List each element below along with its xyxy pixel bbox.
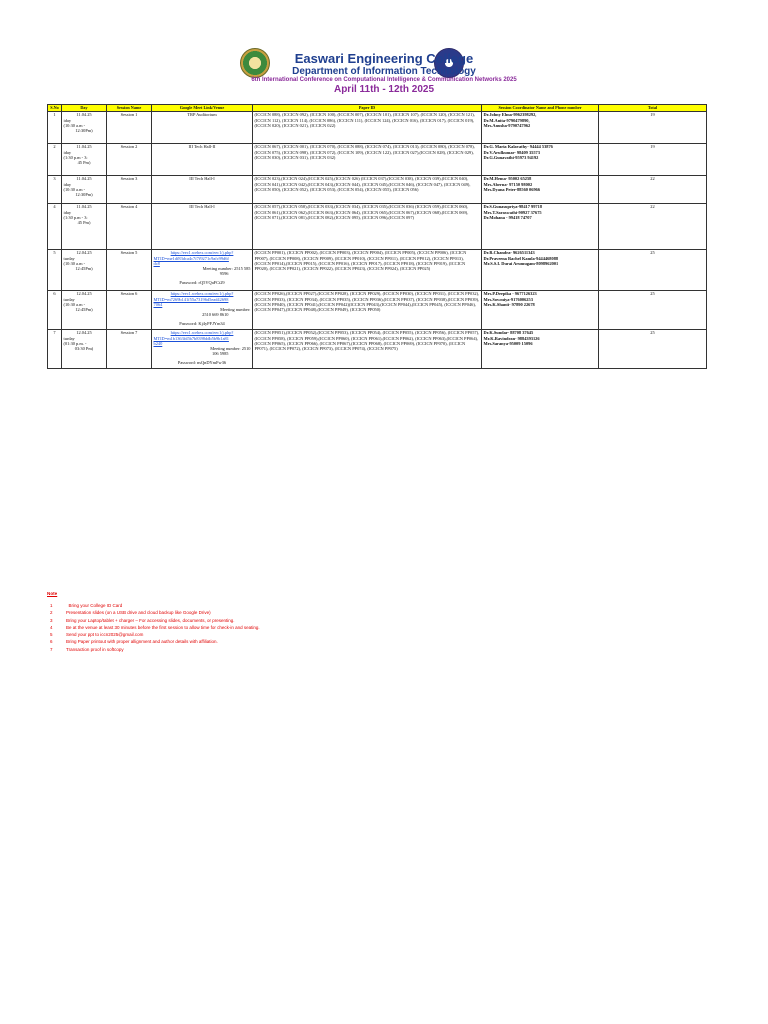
cell-sno: 5 [48,249,62,290]
cell-paper-ids: (ICCICN PP051),(ICCICN PP052),(ICCICN PP053), (ICCICN PP054), (ICCICN PP055), (ICCICN PP056), (ICCICN PP057), (ICCICN PP058), (ICCICN PP059),(ICCICN PP060), (ICCICN PP061),(ICCICN PP062), (ICCICN PP063),(ICCICN PP064), (ICCICN PP065), (ICCICN PP066), (ICCICN PP067),(ICCICN PP068), (ICCICN PP069), (ICCICN PP070), (ICCICN PP071), (ICCICN PP072), (ICCICN PP073), (ICCICN PP074), (ICCICN PP075) [253,329,482,368]
cell-sno: 2 [48,143,62,175]
cell-session: Session 2 [107,143,152,175]
meeting-password: Password: rQ5VQaFCt29 [179,279,225,285]
session-schedule-table [47,104,707,369]
cell-sno: 6 [48,290,62,329]
cell-session: Session 6 [107,290,152,329]
cell-paper-ids: (ICCICN PP001), (ICCICN PP002), (ICCICN PP003), (ICCICN PP004), (ICCICN PP005), (ICCICN PP006), (ICCICN PP007), (ICCICN PP008), (ICCICN PP009), (ICCICN PP010), (ICCICN PP011), (ICCICN PP012), (ICCICN PP013),(ICCICN PP014),(ICCICN PP015), (ICCICN PP016), (ICCICN PP017), (ICCICN PP018), (ICCICN PP019), (ICCICN PP020), (ICCICN PP021), (ICCICN PP022), (ICCICN PP023), (ICCICN PP024), (ICCICN PP025) [253,249,482,290]
cell-coordinators: Dr.R.Chandra- 9626511343 Dr.Praveena Rachel Kamla-9444468088 Mr.S.S.I. Durai Arumugam-8098962001 [482,249,599,290]
meeting-password: Password: nsQnDYmFw36 [177,359,227,365]
table-row [48,249,707,290]
cell-meet-link [152,329,253,368]
cell-venue: III Tech Hall-II [152,143,253,175]
cell-coordinators: Dr.G. Maria Kalavathy- 94444 53876 Dr.V.Arulkumar- 98409 35573 Dr.G.Gunavathi-95973 94192 [482,143,599,175]
list-item: 3 Bring your Laptop/tablet + charger – For accessing slides, documents, or presenting. [50,617,235,623]
cell-meet-link [152,290,253,329]
cell-total: 22 [599,175,707,203]
cell-meet-link [152,249,253,290]
cell-total: 25 [599,249,707,290]
cell-day: 12.04.25 turday (01:30 p.m. - 03:30 Pm) [62,329,107,368]
list-item: 2 Presentation slides (on a USB drive and cloud backup like Google Drive) [50,610,211,616]
cell-total: 22 [599,203,707,249]
meeting-number: Meeting number: 2510 669 8610 [202,307,251,318]
notes-list [47,603,260,654]
table-row [48,329,707,368]
cell-venue: III Tech Hall-I [152,175,253,203]
cell-paper-ids: (ICCICN 023),(ICCICN 024),(ICCICN 025),(ICCICN 026) (ICCICN 037),(ICCICN 038), (ICCICN 039),(ICCICN 040), (ICCICN 041),(ICCICN 042),(ICCICN 043),(ICCICN 044), (ICCICN 045),(ICCICN 046), (ICCICN 047), (ICCICN 049), (ICCICN 050), (ICCICN 052), (ICCICN 053), (ICCICN 054), (ICCICN 055), (ICCICN 056) [253,175,482,203]
cell-paper-ids: (ICCICN 067), (ICCICN 001), (ICCICN 070), (ICCICN 088), (ICCICN 074), (ICCICN 013), (ICCICN 080), (ICCICN 078), (ICCICN 075), (ICCICN 098), (ICCICN 072), (ICCICN 109), (ICCICN 122), (ICCICN 027),(ICCICN 028), (ICCICN 029), (ICCICN 030), (ICCICN 031), (ICCICN 032) [253,143,482,175]
header-venue: Google Meet Link/Venue [152,105,253,112]
cell-session: Session 4 [107,203,152,249]
cell-day: 11.04.25 iday (1:30 p.m - 3: 45 Pm) [62,203,107,249]
cell-sno: 1 [48,111,62,143]
cell-total: 19 [599,143,707,175]
cell-paper-ids: (ICCICN 057),(ICCICN 058),(ICCICN 033),(ICCICN 034), (ICCICN 035),(ICCICN 036) (ICCICN 059),(ICCICN 060), (ICCICN 061),(ICCICN 062),(ICCICN 063),(ICCICN 064), (ICCICN 065),(ICCICN 067),(ICCICN 068),(ICCICN 069), (ICCICN 071),(ICCICN 081),(ICCICN 082),(ICCICN 095), (ICCICN 096),(ICCICN 097) [253,203,482,249]
meeting-password: Password: Kj4yPFJYm34 [179,320,225,326]
college-title: Easwari Engineering College [294,51,474,66]
cell-coordinators: Mrs.P.Deepika - 9677126323 Mrs.Sowmiya-9176006253 Mrs.K.Shanti- 97890 22678 [482,290,599,329]
cell-coordinators: Dr.S.Gunasupriya-98417 99718 Mrs.T.Saraswathi-90927 37675 Dr.Mohana - 99418 74707 [482,203,599,249]
cell-day: 11.04.25 iday (10:30 a.m - 12:30Pm) [62,175,107,203]
cell-sno: 7 [48,329,62,368]
cell-coordinators: Dr.Johny Elma-9962398292, Dr.M.Anita-9790479890, Mrs.Anusha-9790747962 [482,111,599,143]
google-meet-link[interactable]: https://eec1.webex.com/eec1/j.php? MTID=me1df83dca4c7f7f9271c9afc99d6f dc8 [153,250,234,266]
table-header-row [48,105,707,112]
cell-paper-ids: (ICCICN PP026),(ICCICN PP027),(ICCICN PP028), (ICCICN PP029), (ICCICN PP030), (ICCICN PP031), (ICCICN PP032), (ICCICN PP033), (ICCICN PP034), (ICCICN PP035), (ICCICN PP036),(ICCICN PP037), (ICCICN PP038),(ICCICN PP039),(ICCICN PP040), (ICCICN PP041),(ICCICN PP042)(ICCICN PP043),(ICCICN PP044),(ICCICN PP045), (ICCICN PP046), (ICCICN PP047),(ICCICN PP048),(ICCICN PP049), (ICCICN PP050) [253,290,482,329]
cell-total: 25 [599,290,707,329]
cell-day: 11.04.25 iday (1:30 p.m - 3: 45 Pm) [62,143,107,175]
list-item: 1 Bring your College ID Card [50,603,123,608]
table-row [48,203,707,249]
conference-title: 6th International Conference on Computational Intelligence & Communication Networks 2025 [251,77,517,83]
cell-sno: 4 [48,203,62,249]
google-meet-link[interactable]: https://eec1.webex.com/eec1/j.php? MTID=m7269b141f55a73196d5ead42698 7064 [153,291,234,307]
cell-session: Session 7 [107,329,152,368]
header-day: Day [62,105,107,112]
list-item: 7 Transaction proof in softcopy [50,646,124,652]
meeting-number: Meeting number: 2515 585 9596 [202,266,251,277]
cell-coordinators: Dr.M.Hema- 95002 65258 Mrs.Aberna- 97150 98002 Mrs.Dyana Peter-88560 06966 [482,175,599,203]
meeting-number: Meeting number: 2510 106 5985 [210,346,251,357]
cell-total: 25 [599,329,707,368]
cell-venue: III Tech Hall-I [152,203,253,249]
cell-day: 11.04.25 iday (10:30 a.m - 12:30Pm) [62,111,107,143]
table-row [48,143,707,175]
cell-day: 12.04.25 turday (10:30 a.m - 12:45Pm) [62,249,107,290]
note-title: Note [47,591,58,596]
cell-sno: 3 [48,175,62,203]
cell-day: 12.04.25 turday (10:30 a.m - 12:45Pm) [62,290,107,329]
table-row [48,111,707,143]
header-sno: S.No [48,105,62,112]
list-item: 4 Be at the venue at least 30 minutes before the first session to allow time for check-in and seating. [50,624,260,630]
list-item: 5 Send your ppt to iccn2025@gmail.com [50,632,144,638]
cell-coordinators: Dr.K.Sundar- 88708 37645 Mr.K.Ravindran- 9884393126 Mrs.Saranya-95009 15096 [482,329,599,368]
cell-total: 19 [599,111,707,143]
cell-paper-ids: (ICCICN 088), (ICCICN 092), (ICCICN 100), (ICCICN 007), (ICCICN 101), (ICCICN 107), (ICCICN 120), (ICCICN 121), (ICCICN 112), (ICCICN 114), (ICCICN 086), (ICCICN 111), (ICCICN 124), (ICCICN 016), (ICCICN 017), (ICCICN 019), (ICCICN 020), (ICCICN 021), (ICCICN 022) [253,111,482,143]
table-row [48,290,707,329]
google-meet-link[interactable]: https://eec1.webex.com/eec1/j.php? MTID=m1b1363fd5b7b8398ddb5b9b1a81 b240 [153,330,234,346]
cell-session: Session 5 [107,249,152,290]
cell-session: Session 1 [107,111,152,143]
header-paper-id: Paper ID [253,105,482,112]
header-session: Session Name [107,105,152,112]
header-total: Total [599,105,707,112]
header-coordinator: Session Coordinator Name and Phone number [482,105,599,112]
cell-venue: TRP Auditorium [152,111,253,143]
table-row [48,175,707,203]
cell-session: Session 3 [107,175,152,203]
conference-dates: April 11th - 12th 2025 [333,84,435,95]
list-item: 6 Bring Paper printout with proper allignment and author details with affiliation. [50,639,218,645]
department-title: Department of Information Technology [292,66,476,77]
